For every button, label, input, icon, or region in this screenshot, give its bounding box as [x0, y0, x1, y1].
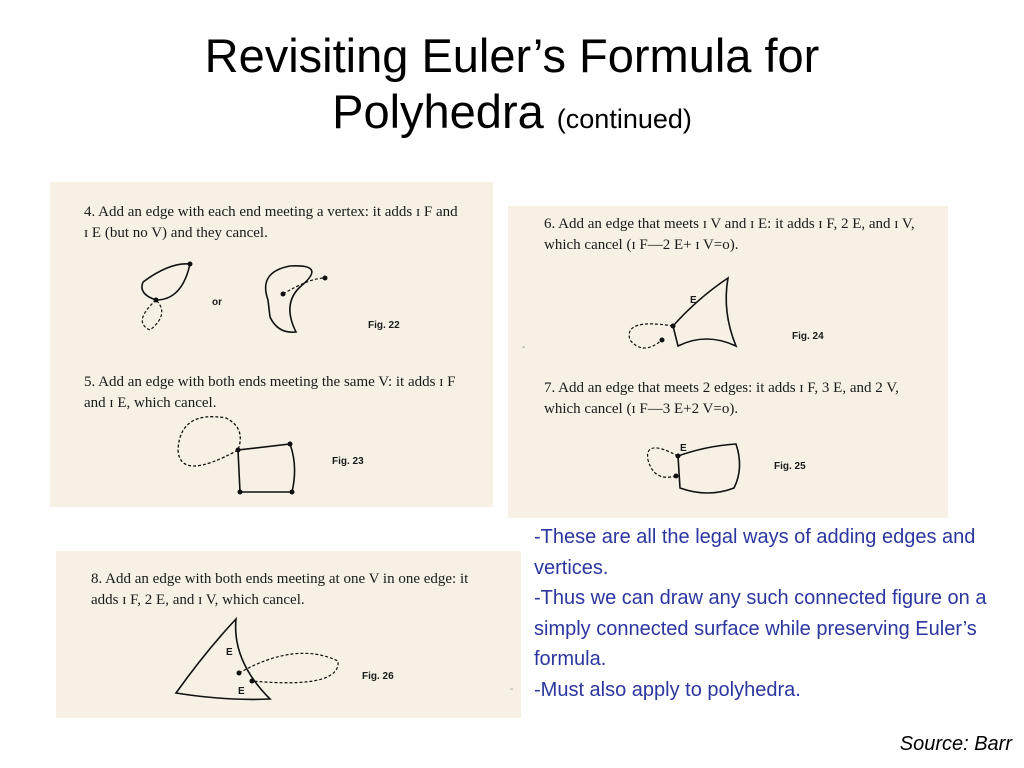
- fig-24-e-label: E: [690, 295, 697, 306]
- or-label: or: [212, 297, 222, 308]
- fig-24-25-drawing: [508, 206, 948, 518]
- title-subtitle: (continued): [556, 104, 692, 134]
- item-7-text: 7. Add an edge that meets 2 edges: it adds ɪ F, 3 E, and 2 V, which cancel (ɪ F—3 E+2 V=o).: [544, 380, 899, 417]
- note-connected-figure: -Thus we can draw any such connected figure on a simply connected surface while preserving Euler’s formula.: [534, 587, 987, 670]
- page-tick-mark: -: [522, 342, 526, 353]
- page-tick-mark-2: -: [510, 684, 514, 695]
- item-8-text: 8. Add an edge with both ends meeting at one V in one edge: it adds ɪ F, 2 E, and ɪ V, which cancel.: [91, 571, 469, 608]
- note-polyhedra: -Must also apply to polyhedra.: [534, 678, 801, 701]
- fig-26-caption: Fig. 26: [362, 671, 394, 682]
- fig-25-caption: Fig. 25: [774, 461, 806, 472]
- title-line-2: [0, 84, 1024, 147]
- note-legal-ways: -These are all the legal ways of adding edges and vertices.: [534, 526, 976, 579]
- notes-text-block: [534, 522, 994, 705]
- item-4-text: 4. Add an edge with each end meeting a vertex: it adds ɪ F and ɪ E (but no V) and they cancel.: [84, 204, 458, 241]
- fig-26-e-label-bottom: E: [238, 686, 245, 697]
- scan-items-4-5: [50, 182, 493, 507]
- fig-23-caption: Fig. 23: [332, 456, 364, 467]
- item-6-text: 6. Add an edge that meets ɪ V and ɪ E: it adds ɪ F, 2 E, and ɪ V, which cancel (ɪ F—2 E+ ɪ V=o).: [544, 216, 915, 253]
- title-line-1: Revisiting Euler’s Formula for: [204, 29, 820, 82]
- slide-title: [0, 28, 1024, 147]
- title-main: Polyhedra: [332, 85, 544, 138]
- fig-26-drawing: [56, 551, 521, 718]
- scan-item-8: [56, 551, 521, 718]
- item-5-text: 5. Add an edge with both ends meeting the same V: it adds ɪ F and ɪ E, which cancel.: [84, 374, 456, 411]
- scan-items-6-7: [508, 206, 948, 518]
- fig-22-23-drawing: [50, 182, 493, 507]
- fig-24-caption: Fig. 24: [792, 331, 824, 342]
- fig-22-caption: Fig. 22: [368, 320, 400, 331]
- fig-26-e-label-top: E: [226, 647, 233, 658]
- source-credit: Source: Barr: [899, 733, 1012, 755]
- fig-25-e-label: E: [680, 443, 687, 454]
